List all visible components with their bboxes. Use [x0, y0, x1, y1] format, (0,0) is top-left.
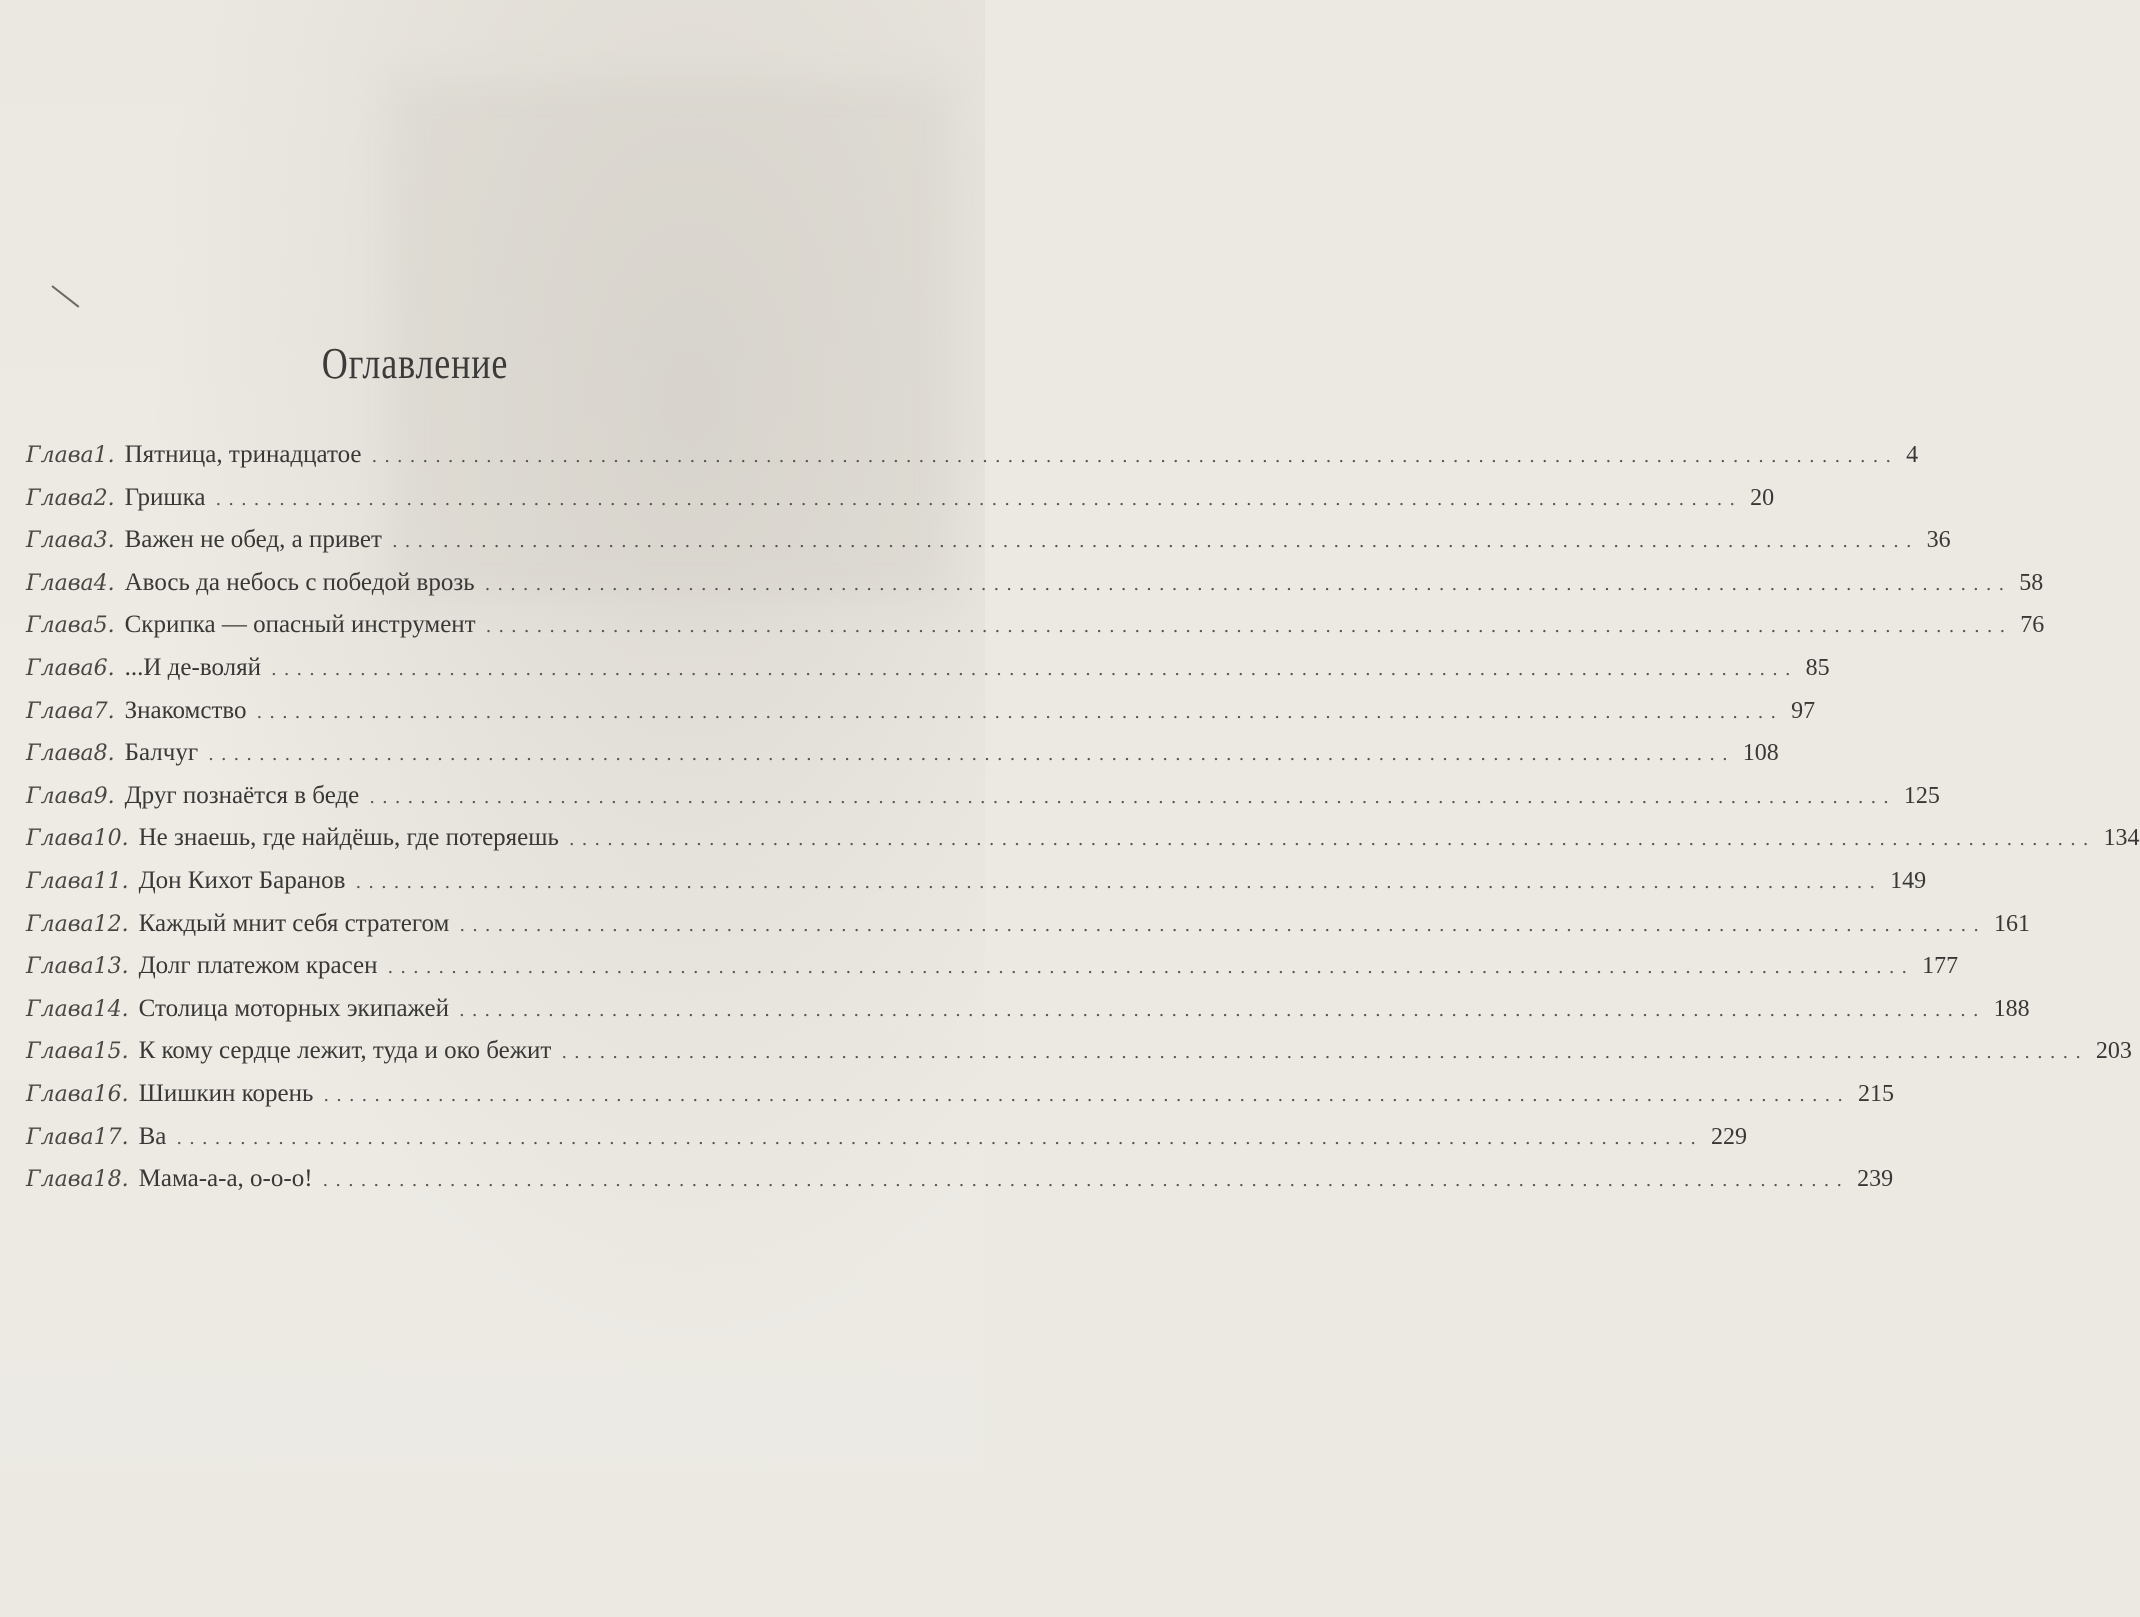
toc-entry: [26, 610, 2045, 653]
chapter-title: Мама-а-а, о-о-о!: [138, 1165, 313, 1193]
chapter-number: 15.: [93, 1039, 129, 1065]
dot-leader: ........................................................................................................................: [208, 744, 1735, 766]
toc-entry: [26, 1164, 1894, 1207]
chapter-label: Глава: [26, 1039, 94, 1065]
toc-entry: [26, 568, 2044, 611]
dot-leader: ........................................................................................................................: [387, 957, 1915, 979]
chapter-label: Глава: [26, 783, 94, 809]
page-number: 239: [1857, 1166, 1894, 1193]
page-number: 161: [1993, 910, 2030, 937]
chapter-number: 13.: [93, 954, 129, 980]
chapter-label: Глава: [26, 741, 94, 767]
toc-entry: [26, 1079, 1894, 1122]
dot-leader: ........................................................................................................................: [459, 914, 1986, 936]
chapter-number: 16.: [93, 1081, 129, 1107]
chapter-title: Ва: [138, 1122, 167, 1150]
chapter-number: 7.: [93, 698, 115, 724]
page-number: 215: [1858, 1080, 1894, 1107]
chapter-number: 9.: [93, 783, 115, 809]
toc-entry: [26, 525, 1951, 568]
chapter-number: 3.: [93, 528, 115, 554]
page-title: Оглавление: [321, 339, 509, 388]
chapter-label: Глава: [26, 613, 94, 639]
chapter-title: Балчуг: [124, 739, 199, 767]
table-of-contents: [26, 440, 2140, 1207]
chapter-number: 1.: [93, 443, 115, 468]
chapter-label: Глава: [26, 996, 94, 1022]
dot-leader: ........................................................................................................................: [256, 701, 1784, 723]
page-number: 149: [1890, 867, 1927, 894]
chapter-title: Авось да небось с победой врозь: [124, 568, 475, 596]
chapter-label: Глава: [26, 698, 94, 724]
dot-leader: ........................................................................................................................: [484, 573, 2012, 595]
toc-entry: [26, 951, 1959, 994]
toc-entry: [26, 781, 1940, 824]
dot-leader: ........................................................................................................................: [369, 786, 1896, 808]
dot-leader: ........................................................................................................................: [561, 1042, 2088, 1064]
chapter-number: 11.: [93, 868, 129, 894]
toc-entry: [26, 823, 2140, 866]
page-number: 76: [2020, 612, 2045, 639]
toc-entry: [26, 738, 1779, 781]
chapter-label: Глава: [26, 1081, 94, 1107]
chapter-label: Глава: [26, 485, 94, 511]
chapter-title: Дон Кихот Баранов: [138, 866, 346, 894]
chapter-label: Глава: [26, 528, 94, 554]
chapter-number: 17.: [93, 1124, 129, 1150]
page-number: 177: [1922, 953, 1959, 980]
toc-entry: [26, 440, 1919, 483]
toc-entry: [26, 483, 1775, 526]
chapter-title: Скрипка — опасный инструмент: [124, 611, 476, 639]
chapter-label: Глава: [26, 826, 94, 852]
dot-leader: ........................................................................................................................: [568, 829, 2096, 851]
toc-entry: [26, 1122, 1748, 1165]
chapter-title: К кому сердце лежит, туда и око бежит: [138, 1037, 552, 1065]
chapter-title: Друг познаётся в беде: [124, 781, 360, 809]
chapter-title: Столица моторных экипажей: [138, 994, 449, 1022]
chapter-title: Не знаешь, где найдёшь, где потеряешь: [138, 824, 559, 852]
chapter-number: 14.: [93, 996, 129, 1022]
page-number: 229: [1711, 1123, 1748, 1150]
dot-leader: ........................................................................................................................: [458, 999, 1986, 1021]
page-number: 20: [1750, 484, 1775, 511]
chapter-title: ...И де-воляй: [124, 653, 261, 681]
toc-entry: [26, 696, 1816, 739]
dot-leader: ........................................................................................................................: [485, 616, 2013, 638]
page-number: 4: [1906, 442, 1919, 468]
toc-entry: [26, 653, 1830, 696]
chapter-title: Знакомство: [124, 696, 247, 724]
page-number: 134: [2103, 825, 2140, 852]
toc-entry: [26, 866, 1927, 909]
chapter-title: Каждый мнит себя стратегом: [138, 909, 450, 937]
chapter-label: Глава: [26, 570, 94, 596]
dot-leader: ........................................................................................................................: [215, 488, 1743, 510]
chapter-title: Гришка: [124, 483, 206, 511]
dot-leader: ........................................................................................................................: [371, 446, 1899, 467]
dot-leader: ........................................................................................................................: [270, 658, 1798, 680]
page-number: 203: [2095, 1038, 2132, 1065]
dot-leader: ........................................................................................................................: [176, 1127, 1704, 1149]
chapter-label: Глава: [26, 443, 94, 468]
chapter-label: Глава: [26, 1167, 94, 1193]
dot-leader: ........................................................................................................................: [323, 1084, 1850, 1106]
dot-leader: ........................................................................................................................: [391, 531, 1919, 553]
dot-leader: ........................................................................................................................: [355, 871, 1883, 893]
chapter-number: 5.: [93, 613, 115, 639]
chapter-number: 6.: [93, 655, 115, 681]
page-number: 108: [1742, 740, 1779, 767]
toc-entry: [26, 994, 2030, 1037]
chapter-number: 18.: [93, 1167, 129, 1193]
chapter-title: Шишкин корень: [138, 1079, 314, 1107]
toc-entry: [26, 909, 2030, 952]
chapter-number: 8.: [93, 741, 115, 767]
chapter-label: Глава: [26, 954, 94, 980]
page-number: 85: [1805, 654, 1830, 681]
page-number: 97: [1791, 697, 1816, 724]
chapter-title: Важен не обед, а привет: [124, 526, 382, 554]
page-number: 125: [1903, 782, 1940, 809]
dot-leader: ........................................................................................................................: [322, 1170, 1850, 1192]
chapter-label: Глава: [26, 655, 94, 681]
chapter-number: 2.: [93, 485, 115, 511]
chapter-label: Глава: [26, 868, 94, 894]
chapter-label: Глава: [26, 911, 94, 937]
chapter-title: Пятница, тринадцатое: [124, 441, 362, 468]
chapter-number: 10.: [93, 826, 129, 852]
page-number: 188: [1993, 995, 2030, 1022]
chapter-number: 12.: [93, 911, 129, 937]
toc-entry: [26, 1036, 2132, 1079]
chapter-label: Глава: [26, 1124, 94, 1150]
chapter-number: 4.: [93, 570, 115, 596]
chapter-title: Долг платежом красен: [138, 952, 378, 980]
page-number: 36: [1926, 527, 1951, 554]
pencil-mark: [51, 285, 79, 308]
page-number: 58: [2019, 569, 2044, 596]
